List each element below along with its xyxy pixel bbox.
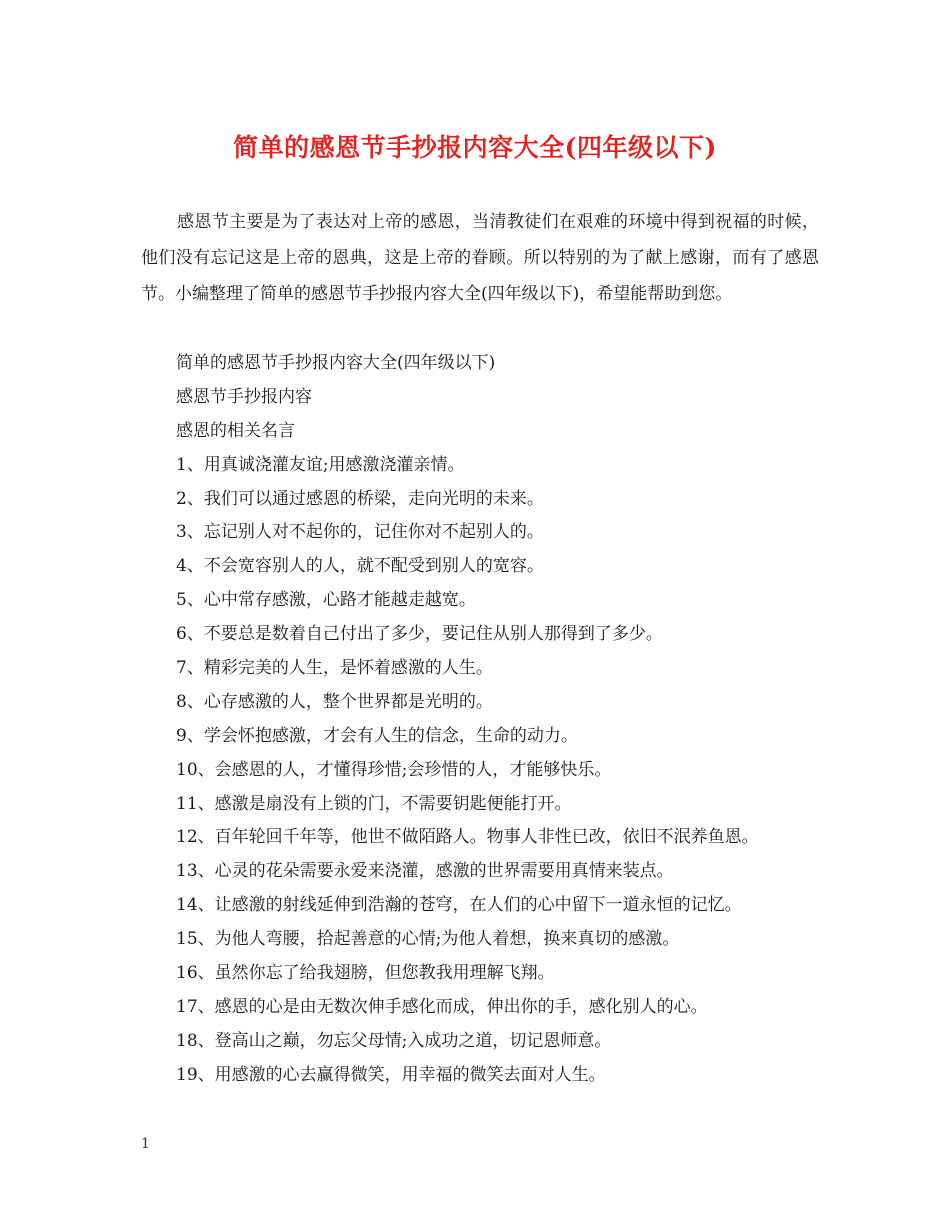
- content-lines: [176, 347, 836, 1093]
- list-item: 10、会感恩的人，才懂得珍惜;会珍惜的人，才能够快乐。: [176, 759, 612, 780]
- page-number: 1: [141, 1136, 150, 1152]
- list-item: 2、我们可以通过感恩的桥梁，走向光明的未来。: [176, 488, 544, 509]
- list-item: 15、为他人弯腰，拾起善意的心情;为他人着想，换来真切的感激。: [176, 929, 680, 950]
- list-item: 简单的感恩节手抄报内容大全(四年级以下): [176, 353, 496, 373]
- list-item: 12、百年轮回千年等，他世不做陌路人。物事人非性已改，依旧不泯养鱼恩。: [176, 827, 759, 848]
- intro-paragraph: 感恩节主要是为了表达对上帝的感恩，当清教徒们在艰难的环境中得到祝福的时候，他们没有忘记这是上帝的恩典，这是上帝的眷顾。所以特别的为了献上感谢，而有了感恩节。小编整理了简单的感恩节手抄报内容大全(四年级以下)，希望能帮助到您。: [141, 212, 819, 304]
- list-item: 17、感恩的心是由无数次伸手感化而成，伸出你的手，感化别人的心。: [176, 996, 708, 1017]
- list-item: 18、登高山之巅，勿忘父母情;入成功之道，切记恩师意。: [176, 1030, 612, 1051]
- list-item: 5、心中常存感激，心路才能越走越宽。: [176, 590, 476, 611]
- list-item: 3、忘记别人对不起你的，记住你对不起别人的。: [176, 522, 544, 543]
- list-item: 感恩的相关名言: [176, 420, 295, 441]
- list-item: 4、不会宽容别人的人，就不配受到别人的宽容。: [176, 556, 544, 577]
- list-item: 8、心存感激的人，整个世界都是光明的。: [176, 691, 493, 712]
- list-item: 感恩节手抄报内容: [176, 386, 312, 407]
- list-item: 16、虽然你忘了给我翅膀，但您教我用理解飞翔。: [176, 963, 555, 984]
- document-title: 简单的感恩节手抄报内容大全(四年级以下): [233, 133, 717, 162]
- list-item: 14、让感激的射线延伸到浩瀚的苍穹，在人们的心中留下一道永恒的记忆。: [176, 895, 742, 916]
- list-item: 7、精彩完美的人生，是怀着感激的人生。: [176, 658, 493, 679]
- list-item: 13、心灵的花朵需要永爱来浇灌，感激的世界需要用真情来装点。: [176, 861, 674, 882]
- list-item: 19、用感激的心去赢得微笑，用幸福的微笑去面对人生。: [176, 1064, 606, 1085]
- list-item: 11、感激是扇没有上锁的门，不需要钥匙便能打开。: [176, 793, 572, 814]
- list-item: 9、学会怀抱感激，才会有人生的信念，生命的动力。: [176, 725, 578, 746]
- list-item: 6、不要总是数着自己付出了多少，要记住从别人那得到了多少。: [176, 624, 663, 645]
- list-item: 1、用真诚浇灌友谊;用感激浇灌亲情。: [176, 454, 465, 475]
